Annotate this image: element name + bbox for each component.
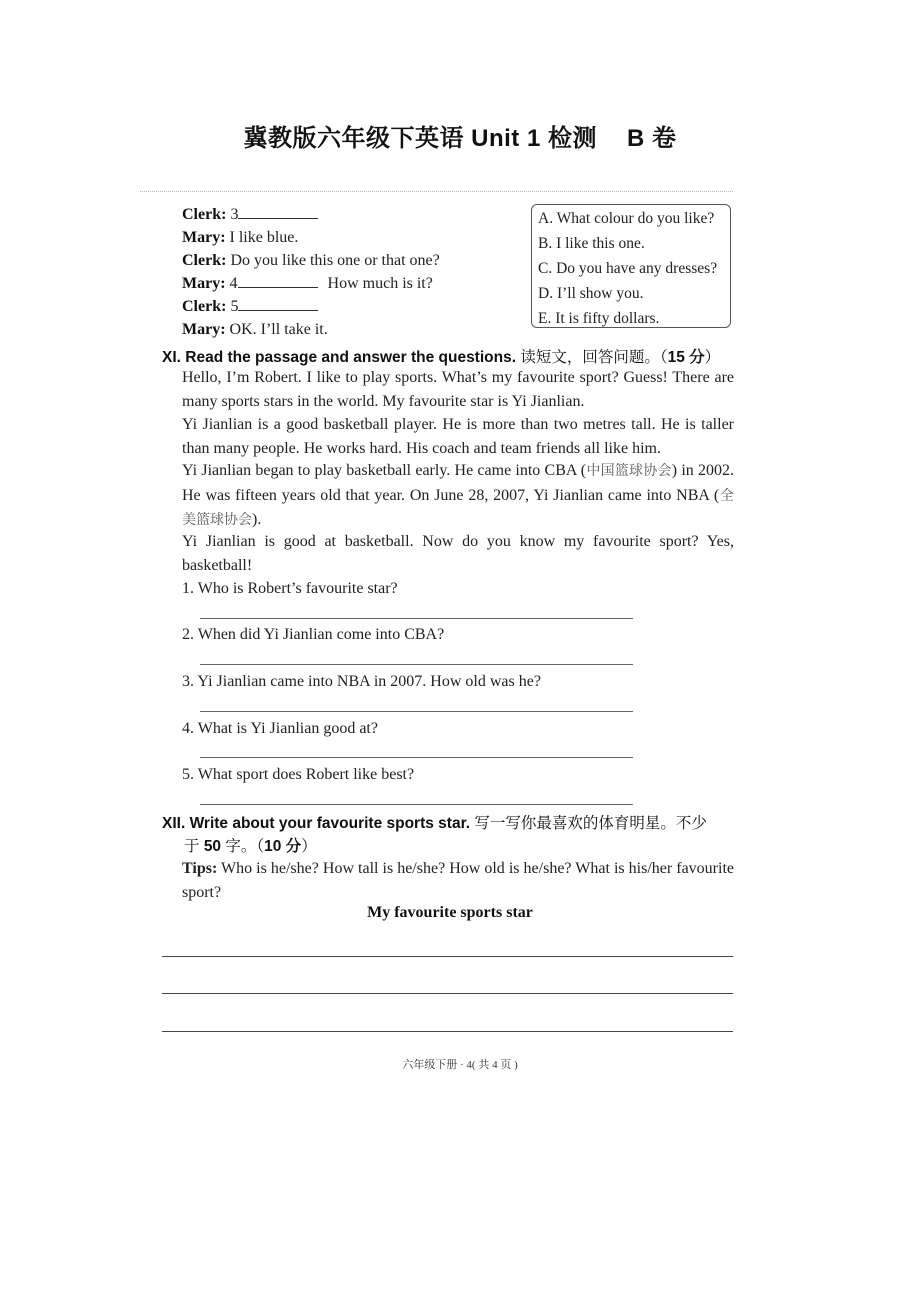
dialogue-line-1: Clerk: 3: [182, 203, 440, 226]
option-e: E. It is fifty dollars.: [538, 310, 660, 327]
answer-line-5[interactable]: [200, 804, 633, 805]
passage-paragraph-3: Yi Jianlian began to play basketball early. He came into CBA (中国篮球协会) in 2002. He was fifteen years old that year. On June 28, 2007, Yi Jianlian came into NBA (全美篮球协会).: [182, 462, 735, 528]
answer-blank-4[interactable]: [238, 273, 318, 288]
writing-line-2[interactable]: [162, 993, 733, 994]
answer-blank-5[interactable]: [238, 296, 318, 311]
option-d: D. I’ll show you.: [538, 285, 644, 302]
answer-line-1[interactable]: [200, 618, 633, 619]
question-1: 1. Who is Robert’s favourite star?: [182, 580, 398, 597]
question-5: 5. What sport does Robert like best?: [182, 766, 415, 783]
title-suffix: B 卷: [627, 125, 677, 152]
document-title: [0, 118, 920, 153]
question-3: 3. Yi Jianlian came into NBA in 2007. How old was he?: [182, 673, 541, 690]
section-xi-heading: XI. Read the passage and answer the questions. 读短文，回答问题。（15 分）: [162, 349, 721, 366]
section-xii-heading: XII. Write about your favourite sports star. 写一写你最喜欢的体育明星。不少: [162, 815, 707, 832]
writing-line-3[interactable]: [162, 1031, 733, 1032]
passage-paragraph-2: Yi Jianlian is a good basketball player. He is more than two metres tall. He is taller than many people. He works hard. His coach and team friends all like him.: [182, 416, 734, 457]
dialogue-line-6: Mary: OK. I’ll take it.: [182, 321, 328, 338]
answer-line-4[interactable]: [200, 757, 633, 758]
dialogue-line-3: Clerk: Do you like this one or that one?: [182, 252, 440, 269]
section-xii-heading-cont: 于 50 字。（10 分）: [184, 838, 317, 855]
tips: Tips: Who is he/she? How tall is he/she? How old is he/she? What is his/her favourite sport?: [182, 860, 734, 901]
question-4: 4. What is Yi Jianlian good at?: [182, 720, 378, 737]
option-a: A. What colour do you like?: [538, 210, 715, 227]
answer-blank-3[interactable]: [238, 204, 318, 219]
dialogue-line-2: Mary: I like blue.: [182, 229, 299, 246]
page-footer: 六年级下册 · 4( 共 4 页 ): [402, 1059, 518, 1071]
option-c: C. Do you have any dresses?: [538, 260, 718, 277]
dialogue-line-4: Mary: 4 How much is it?: [182, 275, 433, 292]
answer-line-3[interactable]: [200, 711, 633, 712]
option-b: B. I like this one.: [538, 235, 645, 252]
dialogue: [182, 203, 440, 341]
options-box: [531, 204, 731, 328]
question-2: 2. When did Yi Jianlian come into CBA?: [182, 626, 445, 643]
passage-paragraph-4: Yi Jianlian is good at basketball. Now do you know my favourite sport? Yes, basketball!: [182, 533, 734, 574]
passage-paragraph-1: Hello, I’m Robert. I like to play sports. What’s my favourite sport? Guess! There are many sports stars in the world. My favourite star is Yi Jianlian.: [182, 369, 734, 410]
dialogue-line-5: Clerk: 5: [182, 295, 440, 318]
title-divider: [140, 191, 733, 192]
title-main: 冀教版六年级下英语 Unit 1 检测: [243, 125, 597, 152]
composition-title: My favourite sports star: [367, 904, 533, 921]
answer-line-2[interactable]: [200, 664, 633, 665]
writing-line-1[interactable]: [162, 956, 733, 957]
